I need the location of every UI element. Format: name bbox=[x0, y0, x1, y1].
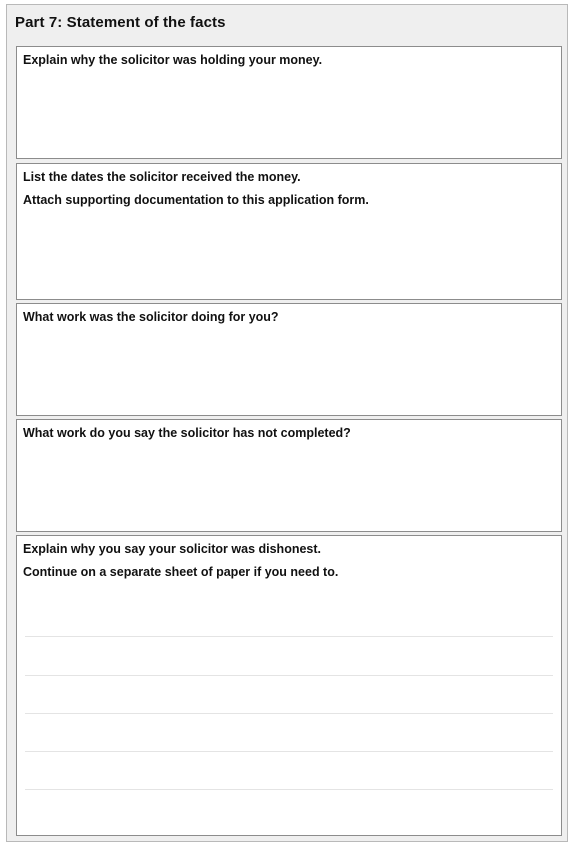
field-prompt: List the dates the solicitor received the money. bbox=[23, 170, 301, 184]
writing-line bbox=[25, 751, 553, 752]
work-not-completed-field[interactable] bbox=[16, 419, 562, 532]
solicitor-work-field[interactable] bbox=[16, 303, 562, 416]
field-prompt: Explain why you say your solicitor was dishonest. bbox=[23, 542, 321, 556]
field-instruction: Continue on a separate sheet of paper if you need to. bbox=[23, 565, 339, 579]
field-instruction: Attach supporting documentation to this application form. bbox=[23, 193, 369, 207]
statement-of-facts-form bbox=[6, 4, 568, 842]
field-prompt: What work was the solicitor doing for you? bbox=[23, 310, 279, 324]
dishonesty-explanation-field[interactable] bbox=[16, 535, 562, 836]
writing-line bbox=[25, 636, 553, 637]
form-title: Part 7: Statement of the facts bbox=[15, 14, 226, 31]
solicitor-holding-money-field[interactable] bbox=[16, 46, 562, 159]
writing-line bbox=[25, 789, 553, 790]
writing-line bbox=[25, 675, 553, 676]
field-prompt: What work do you say the solicitor has not completed? bbox=[23, 426, 351, 440]
field-prompt: Explain why the solicitor was holding your money. bbox=[23, 53, 323, 67]
money-received-dates-field[interactable] bbox=[16, 163, 562, 300]
writing-line bbox=[25, 713, 553, 714]
